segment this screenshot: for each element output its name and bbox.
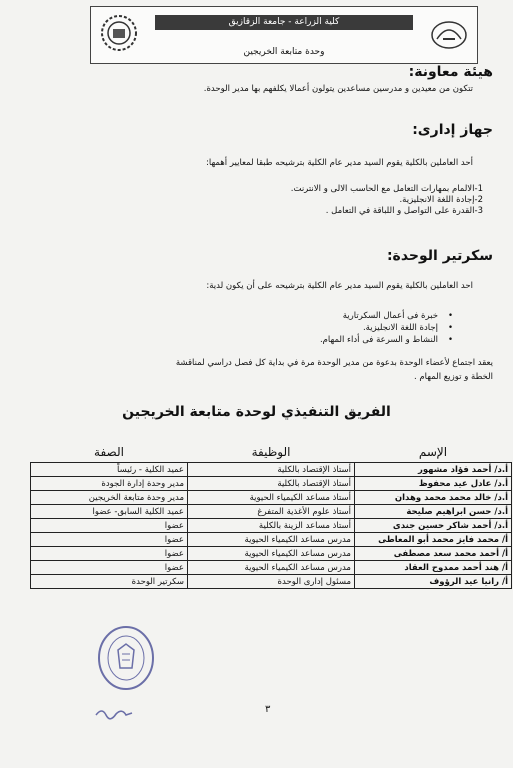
cell-name: أ.د/ خالد محمد محمد وهدان — [355, 491, 512, 505]
column-header-role: الصفة — [31, 442, 188, 463]
cell-role: مدير وحدة متابعة الخريجين — [31, 491, 188, 505]
letterhead — [90, 6, 478, 64]
cell-job: مدرس مساعد الكيمياء الحيوية — [188, 547, 355, 561]
official-stamp-icon — [96, 624, 156, 692]
table-row — [31, 547, 512, 561]
cell-name: أ.د/ حسن ابراهيم صليحة — [355, 505, 512, 519]
page-number: ٣ — [265, 704, 271, 715]
cell-job: مدرس مساعد الكيمياء الحيوية — [188, 533, 355, 547]
list-item: • خبرة فى أعمال السكرتارية — [320, 310, 453, 322]
cell-job: أستاذ مساعد الزينة بالكلية — [188, 519, 355, 533]
meeting-text-line2: الخطة و توزيع المهام . — [414, 372, 493, 382]
cell-job: أستاذ علوم الأغذية المتفرغ — [188, 505, 355, 519]
table-row — [31, 533, 512, 547]
list-item: • النشاط و السرعة فى أداء المهام. — [320, 334, 453, 346]
cell-role: عميد الكلية - رئيساً — [31, 463, 188, 477]
cell-job: مسئول إدارى الوحدة — [188, 575, 355, 589]
table-row — [31, 491, 512, 505]
meeting-text-line1: يعقد اجتماع لأعضاء الوحدة بدعوة من مدير الوحدة مرة في بداية كل فصل دراسي لمناقشة — [175, 358, 493, 368]
assist-staff-text: تتكون من معيدين و مدرسين مساعدين يتولون أعمالا يكلفهم بها مدير الوحدة. — [203, 84, 473, 94]
cell-role: عضوا — [31, 547, 188, 561]
admin-staff-text: أحد العاملين بالكلية يقوم السيد مدير عام الكلية بترشيحه طبقا لمعايير أهمها: — [206, 158, 473, 168]
table-row — [31, 505, 512, 519]
table-row — [31, 477, 512, 491]
list-item: 1-الالمام بمهارات التعامل مع الحاسب الالى و الانترنت. — [290, 184, 483, 194]
list-item: 3-القدرة على التواصل و اللباقة في التعامل . — [325, 206, 483, 216]
secretary-heading: سكرتير الوحدة: — [386, 248, 493, 264]
table-row — [31, 519, 512, 533]
admin-criteria-list — [291, 184, 483, 217]
cell-name: أ/ أحمد محمد سعد مصطفى — [355, 547, 512, 561]
unit-name: وحدة متابعة الخريجين — [243, 47, 325, 57]
table-header-row — [31, 442, 512, 463]
cell-role: عضوا — [31, 561, 188, 575]
cell-name: أ/ هند أحمد ممدوح العقاد — [355, 561, 512, 575]
cell-job: أستاذ الإقتصاد بالكلية — [188, 477, 355, 491]
cell-name: أ.د/ أحمد شاكر حسين جندى — [355, 519, 512, 533]
list-item: 2-إجادة اللغة الانجليزية. — [399, 195, 483, 205]
cell-name: أ/ محمد فايز محمد أبو المعاطى — [355, 533, 512, 547]
cell-role: سكرتير الوحدة — [31, 575, 188, 589]
cell-role: مدير وحدة إدارة الجودة — [31, 477, 188, 491]
secretary-text: احد العاملين بالكلية يقوم السيد مدير عام الكلية بترشيحه على أن يكون لدية: — [206, 281, 473, 291]
table-row — [31, 575, 512, 589]
table-row — [31, 561, 512, 575]
column-header-job: الوظيفة — [188, 442, 355, 463]
column-header-name: الإسم — [355, 442, 512, 463]
team-table — [30, 442, 512, 589]
cell-name: أ.د/ عادل عيد محفوظ — [355, 477, 512, 491]
university-name: كلية الزراعة - جامعة الزقازيق — [155, 15, 413, 30]
cell-job: أستاذ الإقتصاد بالكلية — [188, 463, 355, 477]
table-row — [31, 463, 512, 477]
cell-role: عضوا — [31, 519, 188, 533]
secretary-requirements-list — [320, 310, 453, 346]
cell-role: عميد الكلية السابق- عضوا — [31, 505, 188, 519]
cell-job: أستاذ مساعد الكيمياء الحيوية — [188, 491, 355, 505]
cell-job: مدرس مساعد الكيمياء الحيوية — [188, 561, 355, 575]
cell-name: أ/ رانيا عيد الرؤوف — [355, 575, 512, 589]
cell-role: عضوا — [31, 533, 188, 547]
admin-staff-heading: جهاز إدارى: — [412, 122, 493, 138]
team-table-title: الفريق التنفيذي لوحدة متابعة الخريجين — [122, 404, 391, 420]
cell-name: أ.د/ أحمد فؤاد مشهور — [355, 463, 512, 477]
faculty-logo-icon — [429, 13, 469, 53]
list-item: • إجادة اللغة الانجليزية. — [320, 322, 453, 334]
assist-staff-heading: هيئة معاونة: — [408, 64, 493, 80]
signature-icon — [94, 705, 134, 721]
